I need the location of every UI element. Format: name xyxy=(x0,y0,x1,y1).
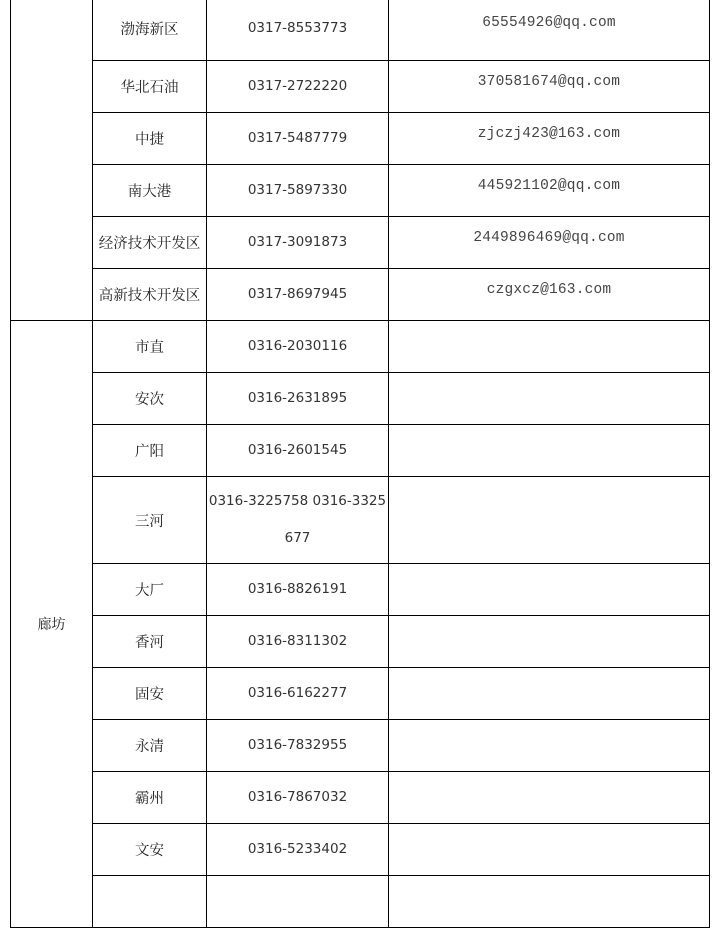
table-row xyxy=(11,373,710,425)
phone-cell: 0316-7867032 xyxy=(207,772,389,824)
phone-cell: 0317-5487779 xyxy=(207,113,389,165)
phone-cell: 0317-8553773 xyxy=(207,0,389,61)
email-cell xyxy=(389,0,710,61)
district-cell: 中捷 xyxy=(93,113,207,165)
district-cell xyxy=(93,876,207,928)
district-cell: 三河 xyxy=(93,477,207,564)
table-row xyxy=(11,477,710,564)
email-cell xyxy=(389,373,710,425)
city-cell-cangzhou xyxy=(11,0,93,321)
district-cell: 固安 xyxy=(93,668,207,720)
district-cell: 永清 xyxy=(93,720,207,772)
phone-cell: 0316-7832955 xyxy=(207,720,389,772)
table-row xyxy=(11,425,710,477)
phone-cell: 0316-3225758 0316-3325677 xyxy=(207,477,389,564)
email-text[interactable]: czgxcz@163.com xyxy=(486,281,612,298)
district-cell: 经济技术开发区 xyxy=(93,217,207,269)
email-cell xyxy=(389,876,710,928)
phone-cell: 0316-2631895 xyxy=(207,373,389,425)
city-cell-langfang: 廊坊 xyxy=(11,321,93,928)
district-cell: 安次 xyxy=(93,373,207,425)
phone-cell: 0317-8697945 xyxy=(207,269,389,321)
email-cell xyxy=(389,269,710,321)
email-cell xyxy=(389,425,710,477)
phone-cell: 0317-5897330 xyxy=(207,165,389,217)
email-cell xyxy=(389,61,710,113)
email-cell xyxy=(389,668,710,720)
phone-cell: 0316-2601545 xyxy=(207,425,389,477)
district-cell: 文安 xyxy=(93,824,207,876)
table-row xyxy=(11,824,710,876)
district-cell: 香河 xyxy=(93,616,207,668)
district-cell: 南大港 xyxy=(93,165,207,217)
email-cell xyxy=(389,321,710,373)
district-cell: 市直 xyxy=(93,321,207,373)
phone-cell xyxy=(207,876,389,928)
table-row xyxy=(11,61,710,113)
email-cell xyxy=(389,217,710,269)
contact-table xyxy=(10,0,710,928)
phone-cell: 0316-8826191 xyxy=(207,564,389,616)
email-text[interactable]: zjczj423@163.com xyxy=(477,125,621,142)
district-cell: 霸州 xyxy=(93,772,207,824)
table-row xyxy=(11,772,710,824)
email-cell xyxy=(389,477,710,564)
email-text[interactable]: 65554926@qq.com xyxy=(482,15,616,31)
table-row xyxy=(11,876,710,928)
email-cell xyxy=(389,824,710,876)
table-row xyxy=(11,269,710,321)
email-cell xyxy=(389,564,710,616)
email-cell xyxy=(389,720,710,772)
phone-cell: 0316-6162277 xyxy=(207,668,389,720)
email-cell xyxy=(389,772,710,824)
email-cell xyxy=(389,616,710,668)
table-row xyxy=(11,165,710,217)
phone-cell: 0316-5233402 xyxy=(207,824,389,876)
table-row xyxy=(11,113,710,165)
district-cell: 华北石油 xyxy=(93,61,207,113)
district-cell: 广阳 xyxy=(93,425,207,477)
table-row xyxy=(11,668,710,720)
email-cell xyxy=(389,113,710,165)
district-cell: 渤海新区 xyxy=(93,0,207,61)
phone-cell: 0316-2030116 xyxy=(207,321,389,373)
district-cell: 高新技术开发区 xyxy=(93,269,207,321)
phone-cell: 0317-3091873 xyxy=(207,217,389,269)
email-text[interactable]: 2449896469@qq.com xyxy=(473,229,625,246)
email-cell xyxy=(389,165,710,217)
email-text[interactable]: 370581674@qq.com xyxy=(477,73,621,90)
table-row xyxy=(11,0,710,61)
table-row xyxy=(11,321,710,373)
table-row xyxy=(11,564,710,616)
table-row xyxy=(11,616,710,668)
table-row xyxy=(11,720,710,772)
phone-cell: 0316-8311302 xyxy=(207,616,389,668)
table-row xyxy=(11,217,710,269)
district-cell: 大厂 xyxy=(93,564,207,616)
phone-cell: 0317-2722220 xyxy=(207,61,389,113)
email-text[interactable]: 445921102@qq.com xyxy=(477,177,621,194)
